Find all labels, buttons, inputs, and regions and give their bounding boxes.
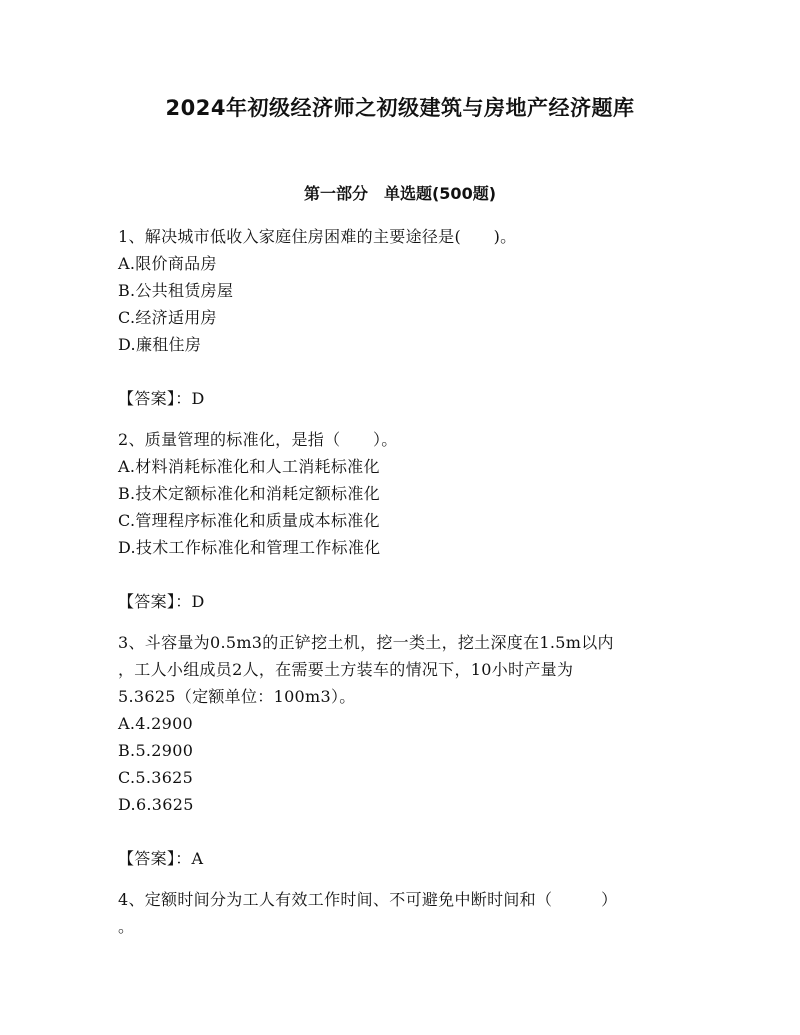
option-a: A.材料消耗标准化和人工消耗标准化 [118,457,380,476]
question-list [118,223,678,940]
option-b: B.技术定额标准化和消耗定额标准化 [118,484,380,503]
question-text-line: 1、解决城市低收入家庭住房困难的主要途径是( )。 [118,227,517,246]
question-text-line: 。 [118,917,135,936]
question-text-line: 5.3625（定额单位：100m3）。 [118,687,356,706]
question-text-line: 3、斗容量为0.5m3的正铲挖土机，挖一类土，挖土深度在1.5m以内 [118,633,614,652]
option-d: D.技术工作标准化和管理工作标准化 [118,538,381,557]
option-c: C.管理程序标准化和质量成本标准化 [118,511,380,530]
answer-label: 【答案】：D [118,592,205,611]
option-c: C.5.3625 [118,768,194,787]
option-a: A.4.2900 [118,714,194,733]
answer-label: 【答案】：A [118,849,204,868]
option-d: D.廉租住房 [118,335,202,354]
question-1 [118,223,678,412]
question-4 [118,886,678,940]
answer-label: 【答案】：D [118,389,205,408]
option-a: A.限价商品房 [118,254,217,273]
question-text-line: 2、质量管理的标准化，是指（ ）。 [118,430,398,449]
question-2 [118,426,678,615]
question-3 [118,629,678,872]
question-text-line: 4、定额时间分为工人有效工作时间、不可避免中断时间和（ ） [118,890,618,909]
option-b: B.5.2900 [118,741,194,760]
question-text-line: ，工人小组成员2人，在需要土方装车的情况下，10小时产量为 [118,660,574,679]
option-c: C.经济适用房 [118,308,217,327]
section-title: 第一部分 单选题(500题) [303,184,497,203]
option-d: D.6.3625 [118,795,194,814]
document-title: 2024年初级经济师之初级建筑与房地产经济题库 [165,96,635,120]
option-b: B.公共租赁房屋 [118,281,234,300]
